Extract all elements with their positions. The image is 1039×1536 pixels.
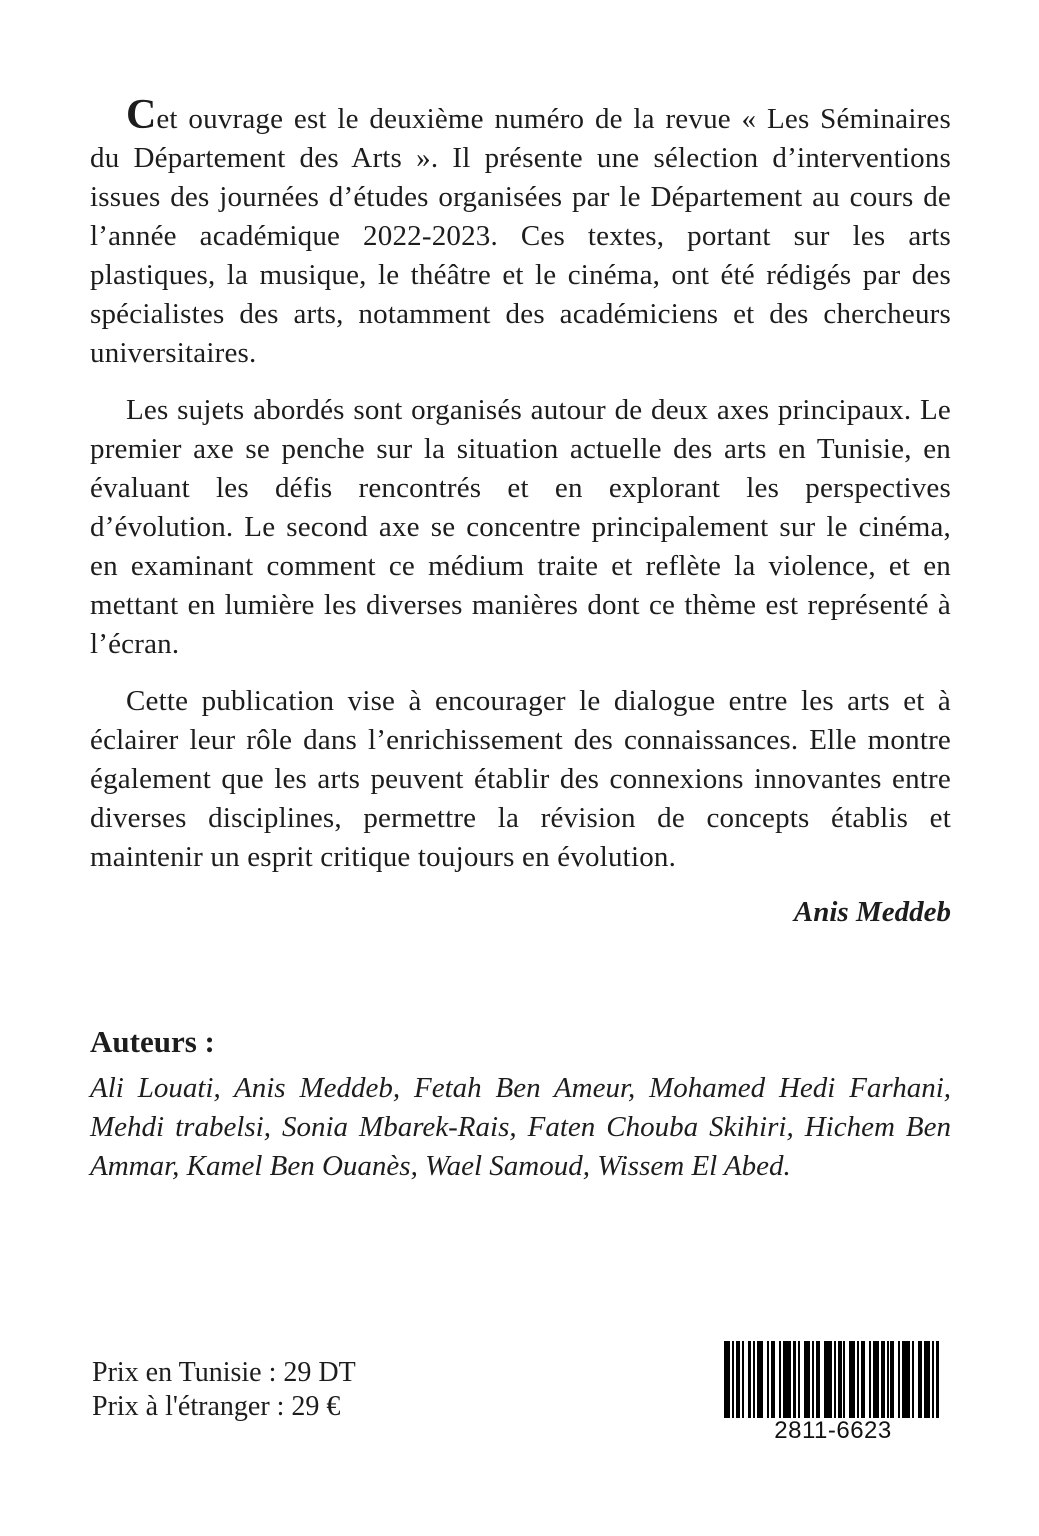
pricing-block bbox=[92, 1356, 356, 1424]
barcode-bar bbox=[783, 1341, 791, 1418]
barcode-number: 2811-6623 bbox=[774, 1417, 892, 1444]
authors-list: Ali Louati, Anis Meddeb, Fetah Ben Ameur, Mohamed Hedi Farhani, Mehdi trabelsi, Sonia Mbarek-Rais, Faten Chouba Skihiri, Hichem Ben Ammar, Kamel Ben Ouanès, Wael Samoud, Wissem El Abed. bbox=[90, 1072, 951, 1182]
barcode-gap bbox=[939, 1341, 941, 1418]
synopsis-paragraph-3: Cette publication vise à encourager le dialogue entre les arts et à éclairer leur rôle dans l’enrichissement des connaissances. Elle montre également que les arts peuvent établir des connexions innovantes entre diverses disciplines, permettre la révision de concepts établis et maintenir un esprit critique toujours en évolution. bbox=[90, 685, 951, 873]
price-abroad: Prix à l'étranger : 29 € bbox=[92, 1391, 341, 1422]
barcode-bar bbox=[824, 1341, 832, 1418]
authors-section bbox=[90, 1024, 951, 1186]
price-tunisia: Prix en Tunisie : 29 DT bbox=[92, 1357, 356, 1388]
author-signature: Anis Meddeb bbox=[793, 896, 951, 928]
synopsis-section bbox=[90, 92, 951, 929]
barcode bbox=[724, 1341, 942, 1444]
barcode-bars bbox=[724, 1341, 942, 1418]
synopsis-paragraph-1-text: et ouvrage est le deuxième numéro de la revue « Les Séminaires du Département des Arts ». Il présente une sélection d’interventions issues des journées d’études organisées par le Département au cours de l’année académique 2022-2023. Ces textes, portant sur les arts plastiques, la musique, le théâtre et le cinéma, ont été rédigés par des spécialistes des arts, notamment des académiciens et des chercheurs universitaires. bbox=[90, 103, 951, 369]
authors-heading: Auteurs : bbox=[90, 1024, 215, 1059]
synopsis-paragraph-1 bbox=[90, 92, 951, 373]
dropcap-letter: C bbox=[126, 92, 157, 138]
barcode-bar bbox=[902, 1341, 910, 1418]
synopsis-paragraph-2: Les sujets abordés sont organisés autour de deux axes principaux. Le premier axe se penche sur la situation actuelle des arts en Tunisie, en évaluant les défis rencontrés et en explorant les perspectives d’évolution. Le second axe se concentre principalement sur le cinéma, en examinant comment ce médium traite et reflète la violence, et en mettant en lumière les diverses manières dont ce thème est représenté à l’écran. bbox=[90, 394, 951, 660]
